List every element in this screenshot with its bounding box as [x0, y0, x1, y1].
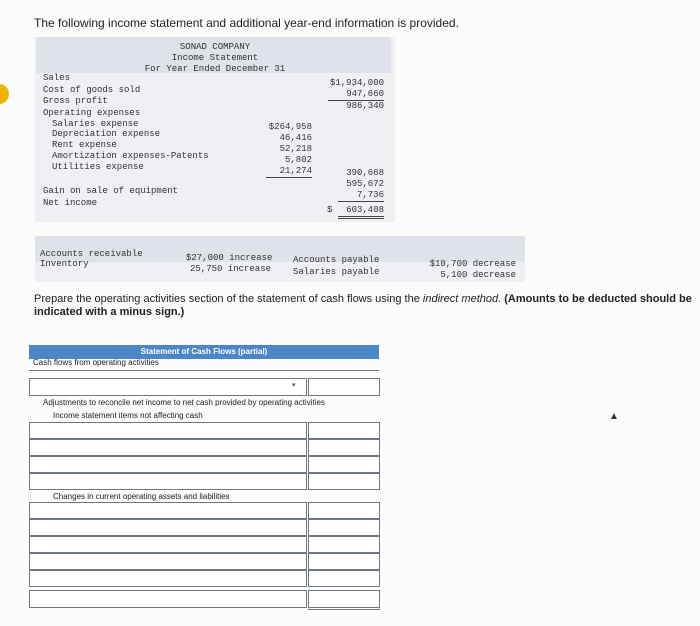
- gross-profit-label: Gross profit: [43, 96, 108, 106]
- current-item-label-input[interactable]: [29, 536, 307, 553]
- noncash-item-label-input[interactable]: [29, 473, 307, 490]
- ap-value: $10,700 decrease: [429, 259, 516, 269]
- salaries-value: $264,958: [268, 122, 312, 132]
- subtotal-value: 595,672: [346, 179, 384, 189]
- sales-value: $1,934,000: [329, 78, 384, 88]
- cash-flow-header: [29, 345, 379, 359]
- rent-value: 52,218: [279, 144, 312, 154]
- net-income-dollar: $: [327, 205, 333, 215]
- depreciation-value: 46,416: [279, 133, 312, 143]
- gross-profit-value: 986,340: [346, 101, 384, 111]
- ap-label: Accounts payable: [293, 255, 380, 265]
- ar-value: $27,000 increase: [186, 253, 273, 263]
- sales-label: Sales: [43, 73, 71, 83]
- ar-label: Accounts receivable: [40, 249, 143, 259]
- current-item-label-input[interactable]: [29, 570, 307, 587]
- utilities-label: Utilities expense: [52, 162, 144, 172]
- salaries-label: Salaries expense: [52, 119, 139, 129]
- cursor-icon: ▲: [609, 411, 619, 422]
- gain-value: 7,736: [338, 190, 384, 202]
- current-item-label-input[interactable]: [29, 553, 307, 570]
- gain-label: Gain on sale of equipment: [43, 186, 179, 196]
- statement-title: Income Statement: [171, 53, 259, 63]
- current-item-amount-input[interactable]: [308, 570, 380, 587]
- statement-period: For Year Ended December 31: [144, 64, 286, 74]
- instructions: [34, 293, 694, 319]
- noncash-item-label-input[interactable]: [29, 422, 307, 439]
- inventory-label: Inventory: [40, 259, 89, 269]
- current-item-amount-input[interactable]: [308, 553, 380, 570]
- cogs-value: 947,660: [328, 89, 384, 101]
- net-income-line-input[interactable]: [29, 378, 307, 396]
- net-cash-amount-box: [308, 590, 380, 610]
- current-item-label-input[interactable]: [29, 502, 307, 519]
- chevron-down-icon[interactable]: ▾: [292, 382, 296, 389]
- instructions-method: indirect method.: [422, 293, 502, 305]
- instructions-note: (Amounts to be deducted should be indicated with a minus sign.): [34, 293, 692, 318]
- noncash-item-amount-input[interactable]: [308, 456, 380, 473]
- operating-section-label: Cash flows from operating activities: [33, 358, 159, 367]
- utilities-value: 21,274: [266, 166, 312, 178]
- noncash-item-label-input[interactable]: [29, 456, 307, 473]
- current-item-amount-input[interactable]: [308, 536, 380, 553]
- rent-label: Rent expense: [52, 140, 117, 150]
- salaries-payable-value: 5,100 decrease: [440, 270, 516, 280]
- net-income-label: Net income: [43, 198, 98, 208]
- net-cash-label-input[interactable]: [29, 590, 307, 608]
- net-income-value: 603,408: [338, 205, 384, 219]
- adjustments-label: Adjustments to reconcile net income to net cash provided by operating activities: [43, 398, 325, 407]
- opex-label: Operating expenses: [43, 108, 141, 118]
- net-income-amount-input[interactable]: [308, 378, 380, 396]
- noncash-item-amount-input[interactable]: [308, 422, 380, 439]
- cogs-label: Cost of goods sold: [43, 85, 141, 95]
- amortization-value: 5,802: [284, 155, 312, 165]
- scroll-indicator[interactable]: [0, 84, 9, 104]
- current-items-label: Changes in current operating assets and liabilities: [53, 492, 230, 501]
- amortization-label: Amortization expenses-Patents: [52, 151, 209, 161]
- noncash-item-label-input[interactable]: [29, 439, 307, 456]
- company-name: SONAD COMPANY: [179, 42, 251, 52]
- current-item-amount-input[interactable]: [308, 519, 380, 536]
- cash-flow-title: Statement of Cash Flows (partial): [140, 347, 268, 356]
- instructions-text: Prepare the operating activities section of the statement of cash flows using the: [34, 293, 423, 305]
- salaries-payable-label: Salaries payable: [293, 267, 380, 277]
- current-item-label-input[interactable]: [29, 519, 307, 536]
- noncash-item-amount-input[interactable]: [308, 439, 380, 456]
- current-item-amount-input[interactable]: [308, 502, 380, 519]
- intro-text: The following income statement and additional year-end information is provided.: [34, 16, 459, 30]
- inventory-value: 25,750 increase: [190, 264, 272, 274]
- noncash-item-amount-input[interactable]: [308, 473, 380, 490]
- total-opex-value: 390,668: [346, 168, 384, 178]
- depreciation-label: Depreciation expense: [52, 129, 161, 139]
- noncash-label: Income statement items not affecting cash: [53, 411, 203, 420]
